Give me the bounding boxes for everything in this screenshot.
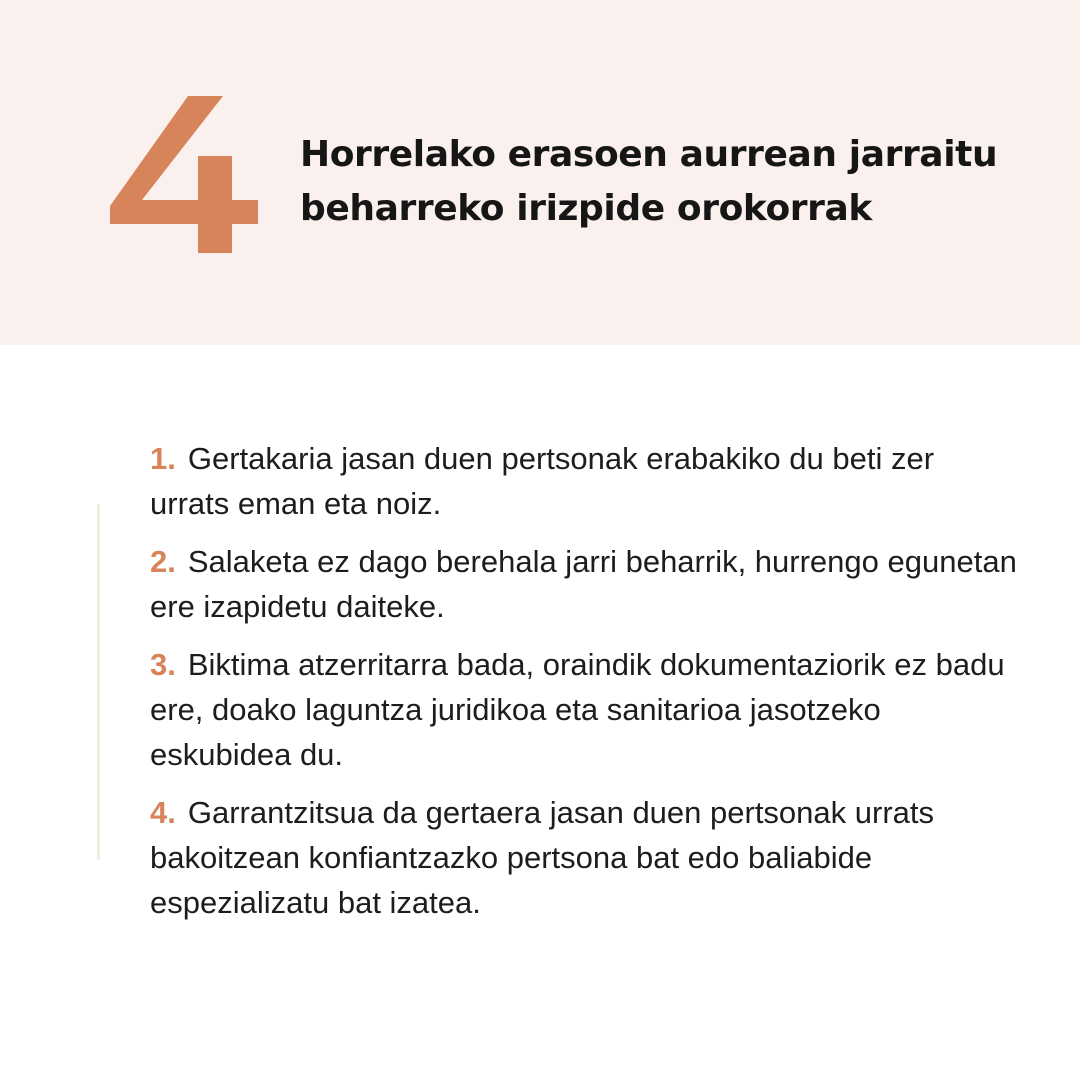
side-divider [97, 504, 100, 860]
list-item-text: Gertakaria jasan duen pertsonak erabakiko du beti zer urrats eman eta noiz. [150, 441, 935, 521]
list-item-number: 4. [150, 795, 176, 830]
four-vertical-stroke [198, 156, 232, 253]
list-item [150, 790, 1020, 925]
list-item [150, 642, 1020, 777]
page-title: Horrelako erasoen aurrean jarraitu beharreko irizpide orokorrak [300, 134, 998, 229]
number-four-graphic [108, 82, 268, 262]
four-diagonal-stroke [110, 96, 258, 224]
section-number [108, 82, 268, 262]
criteria-list [150, 436, 1020, 938]
list-item-text: Biktima atzerritarra bada, oraindik dokumentaziorik ez badu ere, doako laguntza juridikoa eta sanitarioa jasotzeko eskubidea du. [150, 647, 1005, 772]
list-item-number: 3. [150, 647, 176, 682]
list-item-text: Garrantzitsua da gertaera jasan duen pertsonak urrats bakoitzean konfiantzazko pertsona bat edo baliabide espezializatu bat izatea. [150, 795, 935, 920]
header-band [0, 0, 1080, 345]
list-item-text: Salaketa ez dago berehala jarri beharrik, hurrengo egunetan ere izapidetu daiteke. [150, 544, 1017, 624]
list-item-number: 1. [150, 441, 176, 476]
list-item-number: 2. [150, 544, 176, 579]
list-item [150, 436, 1020, 526]
list-item [150, 539, 1020, 629]
